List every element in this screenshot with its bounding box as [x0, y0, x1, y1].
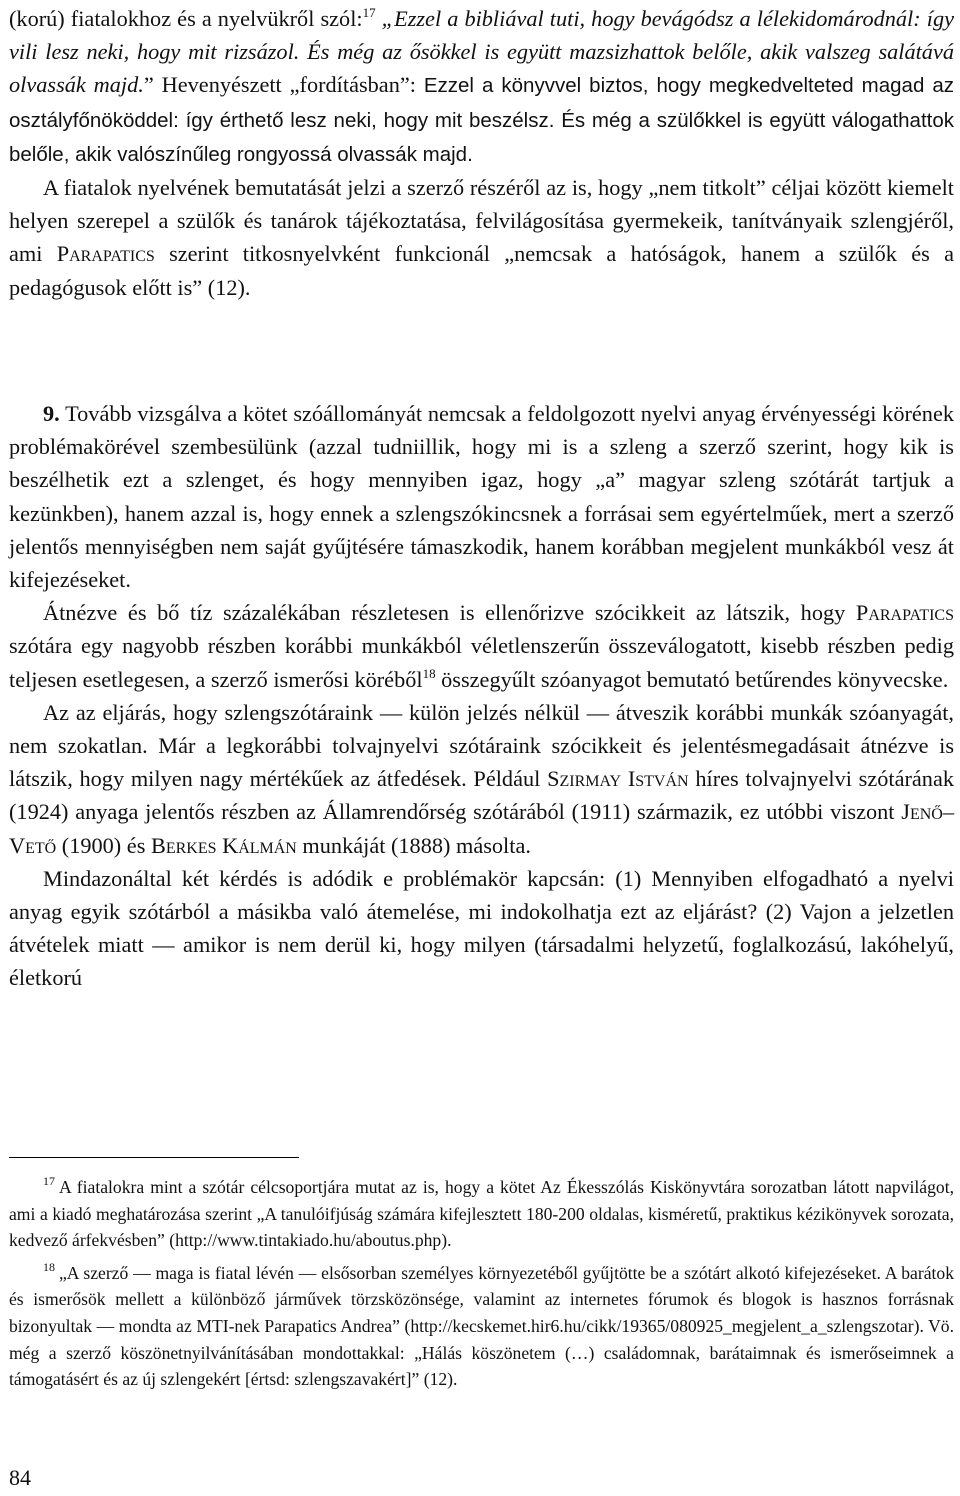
author-name: Jenő–Vető [9, 799, 954, 858]
footnote-18 [9, 1254, 954, 1393]
footnote-separator [9, 1157, 299, 1158]
paragraph-text: Tovább vizsgálva a kötet szóállományát nemcsak a feldolgozott nyelvi anyag érvényességi körének problémakörével szembesülünk (azzal tudniillik, hogy mi is a szleng a szerző szerint, hogy kik is beszélhetik ezt a szlenget, és hogy mennyiben igaz, hogy „a” magyar szleng szótárát tartjuk a kezünkben), hanem azzal is, hogy ennek a szlengszókincsnek a forrásai sem egyértelműek, mert a szerző jelentős mennyiségben nem saját gyűjtésére támaszkodik, hanem korábban megjelent munkákból vesz át kifejezéseket. [9, 401, 954, 593]
author-name: Parapatics [855, 600, 954, 626]
footnote-number: 17 [43, 1174, 55, 1188]
paragraph [9, 397, 954, 596]
footnotes [9, 1168, 954, 1393]
footnote-text: A fiatalokra mint a szótár célcsoportjára mutat az is, hogy a kötet Az Ékesszólás Kiskönyvtára sorozatban látott napvilágot, ami a kiadó meghatározása szerint „A tanulóifjúság számára kifejlesztett 180-200 oldalas, kisméretű, praktikus kézikönyvek sorozata, kedvező árfekvésben” (http://www.tintakiado.hu/aboutus.php). [9, 1177, 954, 1251]
body-text-top [9, 2, 954, 304]
paragraph-text: szerint titkosnyelvként funkcionál „nemcsak a hatóságok, hanem a szülők és a pedagógusok előtt is” (12). [9, 241, 954, 300]
paragraph-text: A fiatalok nyelvének bemutatását jelzi a szerző részéről az is, hogy „nem titkolt” céljai között kiemelt helyen szerepel a szülők és tanárok tájékoztatása, felvilágosítása gyermekeik, tanítványaik szlengjéről, ami [9, 175, 954, 267]
paragraph-text: szótára egy nagyobb részben korábbi munkákból véletlenszerűn összeválogatott, kisebb részben pedig teljesen esetlegesen, a szerző ismerősi köréből [9, 633, 954, 692]
footnote-ref-17[interactable]: 17 [362, 5, 376, 20]
author-name: Berkes Kálmán [150, 832, 297, 858]
translation-text: Ezzel a könyvvel biztos, hogy megkedvelteted magad az osztályfőnököddel: így érthető lesz neki, hogy mit beszélsz. És még a szülőkkel is együtt válogathattok belőle, akik valószínűleg rongyossá olvassák majd. [9, 74, 955, 166]
footnote-number: 18 [43, 1259, 55, 1274]
paragraph-text: összegyűlt szóanyagot bemutató betűrendes könyvecske. [435, 666, 949, 692]
author-name: Szirmay István [547, 766, 689, 792]
section-number: 9. [43, 401, 60, 426]
paragraph [9, 596, 954, 696]
footnote-ref-18[interactable]: 18 [422, 665, 436, 681]
footnote-17 [9, 1168, 954, 1254]
section-9 [9, 397, 954, 995]
paragraph: Mindazonáltal két kérdés is adódik e problémakör kapcsán: (1) Mennyiben elfogadható a nyelvi anyag egyik szótárból a másikba való átemelése, mi indokolhatja ezt az eljárást? (2) Vajon a jelzetlen átvételek miatt — amikor is nem derül ki, hogy milyen (társadalmi helyzetű, foglalkozású, lakóhelyű, életkorú [9, 865, 954, 991]
page-number: 84 [9, 1465, 31, 1490]
paragraph-text: ” Hevenyészett „fordításban”: [143, 72, 424, 98]
paragraph-text: (korú) fiatalokhoz és a nyelvükről szól: [9, 6, 363, 31]
paragraph [9, 696, 954, 862]
paragraph-text: Az az eljárás, hogy szlengszótáraink — külön jelzés nélkül — átveszik korábbi munkák szóanyagát, nem szokatlan. Már a legkorábbi tolvajnyelvi szótáraink szócikkeit és jelentésmegadásait átnézve is látszik, hogy milyen nagy mértékűek az átfedések. Például [9, 699, 954, 792]
paragraph-text: munkáját (1888) másolta. [296, 832, 531, 858]
paragraph [9, 171, 954, 304]
paragraph-text: híres tolvajnyelvi szótárának (1924) anyaga jelentős részben az Államrendőrség szótárából (1911) származik, ez utóbbi viszont [9, 766, 954, 825]
slang-quote: „Ezzel a bibliával tuti, hogy bevágódsz a lélekidomárodnál: így vili lesz neki, hogy mit rizsázol. És még az ősökkel is együtt mazsizhattok belőle, akik valszeg salátává olvassák majd. [9, 6, 954, 98]
footnote-text: „A szerző — maga is fiatal lévén — elsősorban személyes környezetéből gyűjtötte be a szótárt alkotó kifejezéseket. A barátok és ismerősök mellett a különböző járművek törzsközönsége, valamint az internetes fórumok és blogok is hasznos forrásnak bizonyultak — mondta az MTI-nek Parapatics Andrea” (http://kecskemet.hir6.hu/cikk/19365/080925_megjelent_a_szlengszotar). Vö. még a szerző köszönetnyilvánításában mondottakkal: „Hálás köszönetem (…) családomnak, barátaimnak és ismerőseimnek a támogatásért és az új szlengekért [értsd: szlengszavakért]” (12). [9, 1262, 954, 1390]
paragraph-text: Átnézve és bő tíz százalékában részletesen is ellenőrizve szócikkeit az látszik, hogy [43, 600, 856, 626]
author-name: Parapatics [56, 241, 155, 267]
paragraph-text: (1900) és [56, 832, 151, 858]
paragraph-quote [9, 2, 954, 171]
